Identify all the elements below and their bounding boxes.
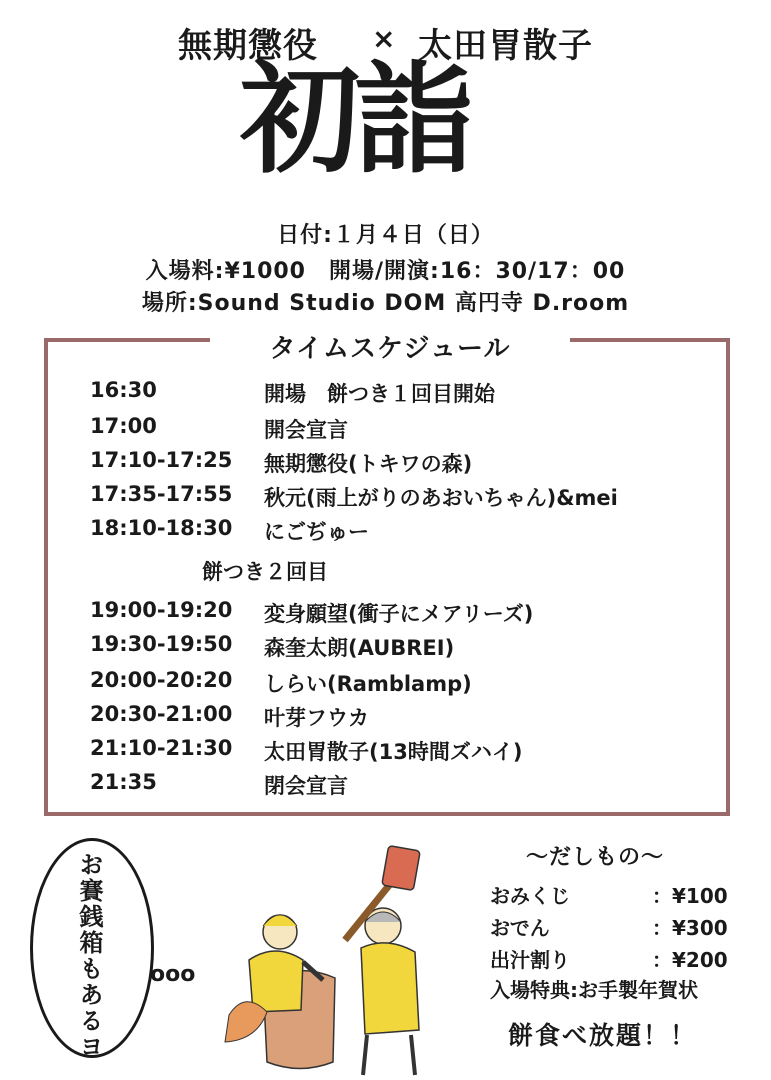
schedule-time: 19:30-19:50 xyxy=(90,632,233,656)
schedule-act: 開会宣言 xyxy=(264,418,348,442)
speech-bubble-text: お賽銭箱もあるヨ xyxy=(75,852,103,1060)
schedule-act: 無期懲役(トキワの森) xyxy=(264,452,473,476)
schedule-time: 21:10-21:30 xyxy=(90,736,233,760)
schedule-act: しらい(Ramblamp) xyxy=(264,672,472,696)
menu-item-name: おみくじ xyxy=(490,884,570,908)
schedule-time: 16:30 xyxy=(90,378,157,402)
all-you-can-eat-mochi: 餅食べ放題！！ xyxy=(508,1021,698,1050)
event-date: 日付:１月４日（日） xyxy=(277,223,494,248)
event-title: 初詣 xyxy=(240,49,468,190)
menu-item-name: おでん xyxy=(490,916,550,940)
schedule-act: 開場 餅つき１回目開始 xyxy=(264,382,495,406)
schedule-time: 18:10-18:30 xyxy=(90,516,233,540)
menu-item-price: ：¥300 xyxy=(652,916,728,940)
schedule-act: 閉会宣言 xyxy=(264,774,348,798)
speech-bubble-tail: ooo xyxy=(150,962,196,987)
menu-item-name: 出汁割り xyxy=(490,948,570,972)
entry-perk: 入場特典:お手製年賀状 xyxy=(490,978,698,1002)
event-fee: 入場料:¥1000 開場/開演:16：30/17：00 xyxy=(145,259,626,284)
schedule-time: 19:00-19:20 xyxy=(90,598,233,622)
schedule-time: 20:00-20:20 xyxy=(90,668,233,692)
schedule-act: 太田胃散子(13時間ズハイ) xyxy=(264,740,523,764)
schedule-time: 21:35 xyxy=(90,770,157,794)
schedule-act: 秋元(雨上がりのあおいちゃん)&mei xyxy=(264,486,618,510)
artist-name-right: 太田胃散子 xyxy=(418,26,593,66)
schedule-act: 変身願望(衝子にメアリーズ) xyxy=(264,602,534,626)
event-place: 場所:Sound Studio DOM 高円寺 D.room xyxy=(141,291,630,316)
menu-item-price: ：¥200 xyxy=(652,948,728,972)
dashimono-title: ～だしもの～ xyxy=(526,845,665,870)
mochi-pounding-illustration xyxy=(205,830,465,1080)
schedule-time: 17:35-17:55 xyxy=(90,482,233,506)
mochi-second-round: 餅つき２回目 xyxy=(202,560,328,584)
menu-item-price: ：¥100 xyxy=(652,884,728,908)
schedule-time: 20:30-21:00 xyxy=(90,702,233,726)
collab-cross: × xyxy=(372,22,396,55)
schedule-time: 17:00 xyxy=(90,414,157,438)
schedule-title: タイムスケジュール xyxy=(210,326,570,367)
schedule-time: 17:10-17:25 xyxy=(90,448,233,472)
artist-name-left: 無期懲役 xyxy=(178,26,318,66)
schedule-act: にごぢゅー xyxy=(264,520,369,544)
schedule-act: 森奎太朗(AUBREI) xyxy=(264,636,455,660)
schedule-act: 叶芽フウカ xyxy=(264,706,369,730)
